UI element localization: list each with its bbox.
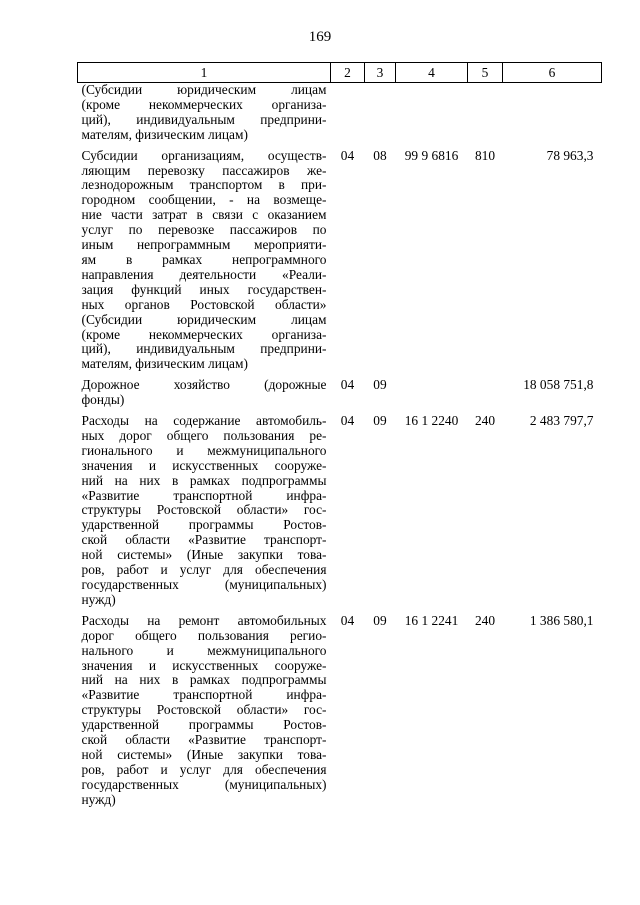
- row-section-code: [331, 83, 365, 149]
- description-line: ной системы» (Иные закупки това-: [81, 547, 327, 563]
- row-target-article-code: 16 1 2241: [404, 612, 459, 628]
- description-line: ной системы» (Иные закупки това-: [81, 746, 327, 762]
- row-amount: [503, 83, 602, 149]
- row-target-article-code: [396, 83, 468, 149]
- description-line: ние части затрат в связи с оказанием: [81, 207, 327, 223]
- description-line: значения и искусственных сооруже-: [81, 457, 327, 473]
- description-line: государственных (муниципальных): [81, 776, 327, 792]
- table-row: [78, 149, 602, 379]
- row-section-code: 04: [340, 147, 355, 163]
- description-line: Субсидии организациям, осуществ-: [81, 147, 327, 163]
- description-line: ударственной программы Ростов-: [81, 517, 327, 533]
- description-line: (Субсидии юридическим лицам: [81, 82, 327, 97]
- row-amount: 18 058 751,8: [523, 377, 594, 393]
- description-line: нужд): [81, 791, 116, 807]
- description-line: ляющим перевозку пассажиров же-: [81, 162, 327, 178]
- table-row: [78, 378, 602, 414]
- description-line: зация функций иных государствен-: [81, 281, 327, 297]
- row-amount: 1 386 580,1: [529, 612, 594, 628]
- row-expense-type-code: [468, 83, 503, 149]
- row-target-article-code: 16 1 2240: [404, 413, 459, 429]
- description-line: ций), индивидуальным предприни-: [81, 111, 327, 127]
- table-row: [78, 414, 602, 614]
- column-header-target-article: 4: [396, 63, 468, 83]
- row-subsection-code: 09: [373, 413, 387, 429]
- description-line: ров, работ и услуг для обеспечения: [81, 562, 327, 578]
- description-line: ской области «Развитие транспорт-: [81, 532, 327, 548]
- description-line: значения и искусственных сооруже-: [81, 657, 327, 673]
- description-line: ний на них в рамках подпрограммы: [81, 672, 327, 688]
- row-expense-type-code: 240: [474, 413, 496, 429]
- description-line: услуг по перевозке пассажиров по: [81, 222, 327, 238]
- row-description: [78, 149, 331, 379]
- row-expense-type-code: 240: [474, 612, 496, 628]
- description-line: нужд): [81, 591, 116, 607]
- description-line: иным непрограммным мероприяти-: [81, 237, 327, 253]
- row-description: [78, 83, 331, 149]
- row-target-article-code: [396, 378, 468, 414]
- description-line: (Субсидии юридическим лицам: [81, 311, 327, 327]
- row-subsection-code: 08: [373, 147, 387, 163]
- budget-table: [77, 62, 602, 814]
- table-header: [78, 63, 602, 83]
- description-line: ров, работ и услуг для обеспечения: [81, 761, 327, 777]
- description-line: структуры Ростовской области» гос-: [81, 502, 327, 518]
- row-subsection-code: 09: [373, 377, 387, 393]
- description-line: структуры Ростовской области» гос-: [81, 702, 327, 718]
- row-amount: 78 963,3: [546, 147, 594, 163]
- row-section-code: 04: [340, 413, 355, 429]
- description-line: Расходы на ремонт автомобильных: [81, 612, 327, 628]
- description-line: ных дорог общего пользования ре-: [81, 427, 327, 443]
- table-row: [78, 83, 602, 149]
- row-description: [78, 414, 331, 614]
- description-line: (кроме некоммерческих организа-: [81, 96, 327, 112]
- table-row: [78, 614, 602, 814]
- row-target-article-code: 99 9 6816: [404, 147, 459, 163]
- description-line: государственных (муниципальных): [81, 577, 327, 592]
- column-header-section: 2: [331, 63, 365, 83]
- description-line: мателям, физическим лицам): [81, 356, 248, 372]
- row-expense-type-code: 810: [474, 147, 496, 163]
- header-row: [78, 63, 602, 83]
- description-line: Расходы на содержание автомобиль-: [81, 413, 327, 429]
- description-line: (кроме некоммерческих организа-: [81, 326, 327, 342]
- row-amount: 2 483 797,7: [529, 413, 594, 429]
- description-line: ям в рамках непрограммного: [81, 251, 327, 267]
- description-line: Дорожное хозяйство (дорожные: [81, 377, 327, 393]
- row-description: [78, 378, 331, 414]
- description-line: ний на них в рамках подпрограммы: [81, 472, 327, 488]
- description-line: гионального и межмуниципального: [81, 442, 327, 458]
- description-line: нального и межмуниципального: [81, 642, 327, 658]
- description-line: мателям, физическим лицам): [81, 126, 248, 142]
- description-line: городном сообщении, - на возмеще-: [81, 192, 327, 208]
- row-subsection-code: [365, 83, 396, 149]
- row-description: [78, 614, 331, 814]
- row-section-code: 04: [340, 377, 355, 393]
- description-line: «Развитие транспортной инфра-: [81, 687, 327, 703]
- table-body: [78, 83, 602, 814]
- description-line: ударственной программы Ростов-: [81, 717, 327, 733]
- row-section-code: 04: [340, 612, 355, 628]
- column-header-expense-type: 5: [468, 63, 503, 83]
- description-line: направления деятельности «Реали-: [81, 266, 327, 282]
- column-header-subsection: 3: [365, 63, 396, 83]
- column-header-amount: 6: [503, 63, 602, 83]
- description-line: фонды): [81, 392, 125, 408]
- row-subsection-code: 09: [373, 612, 387, 628]
- description-line: дорог общего пользования регио-: [81, 627, 327, 643]
- description-line: «Развитие транспортной инфра-: [81, 487, 327, 503]
- description-line: ных органов Ростовской области»: [81, 296, 327, 312]
- description-line: ций), индивидуальным предприни-: [81, 341, 327, 357]
- row-expense-type-code: [468, 378, 503, 414]
- page-number: 169: [308, 29, 332, 45]
- description-line: ской области «Развитие транспорт-: [81, 732, 327, 748]
- column-header-name: 1: [78, 63, 331, 83]
- description-line: лезнодорожным транспортом в при-: [81, 177, 327, 193]
